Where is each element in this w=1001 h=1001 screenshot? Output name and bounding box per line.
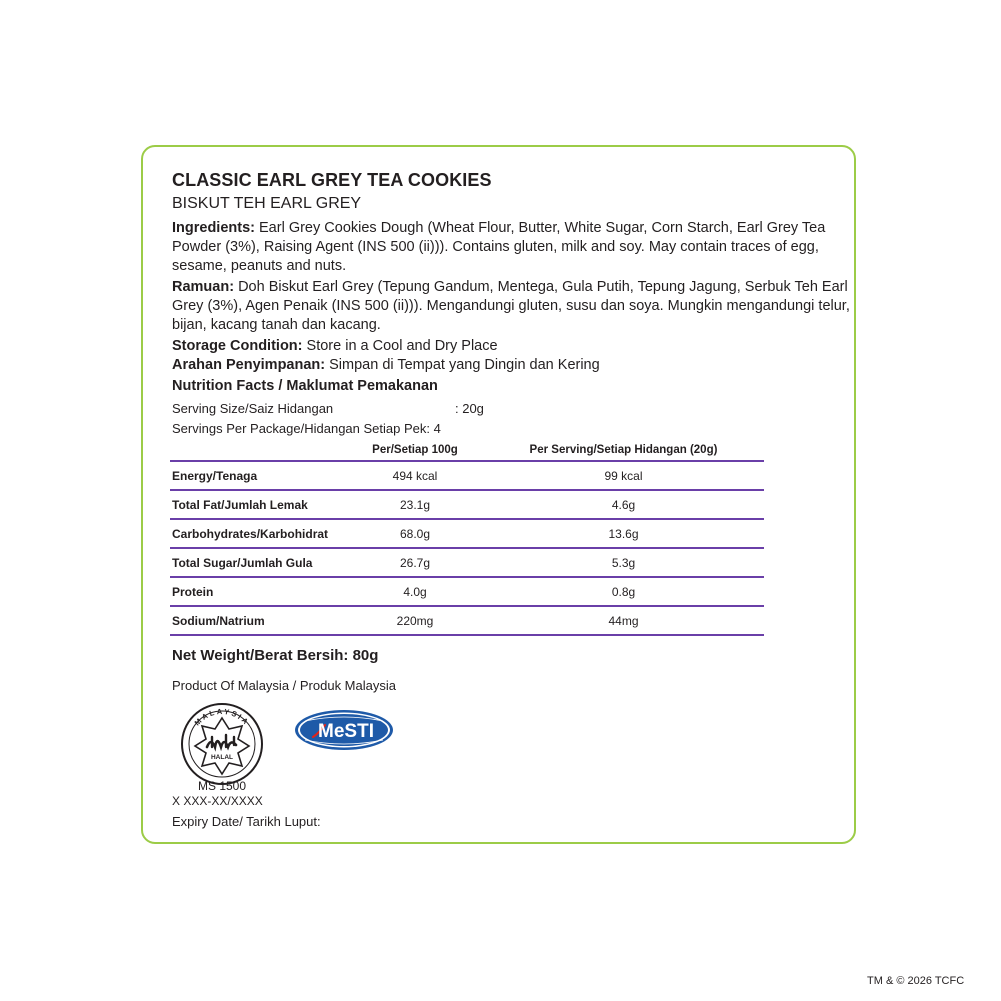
nutrient-name: Sodium/Natrium xyxy=(170,606,347,635)
halal-logo-icon xyxy=(179,701,265,787)
nutrition-title: Nutrition Facts / Maklumat Pemakanan xyxy=(172,378,438,394)
servings-per-package: Servings Per Package/Hidangan Setiap Pek: 4 xyxy=(172,421,441,436)
halal-logo-mid-text: HALAL xyxy=(210,754,234,761)
table-row xyxy=(170,606,764,635)
nutrient-serving: 99 kcal xyxy=(483,461,764,490)
nutrient-per100: 494 kcal xyxy=(347,461,483,490)
arahan-text: Simpan di Tempat yang Dingin dan Kering xyxy=(329,357,600,373)
nutrition-header-serving: Per Serving/Setiap Hidangan (20g) xyxy=(483,440,764,461)
nutrient-name: Protein xyxy=(170,577,347,606)
nutrient-per100: 220mg xyxy=(347,606,483,635)
storage-text: Store in a Cool and Dry Place xyxy=(306,338,498,354)
halal-code: X XXX-XX/XXXX xyxy=(172,794,263,808)
product-subtitle: BISKUT TEH EARL GREY xyxy=(172,195,362,212)
serving-size-label: Serving Size/Saiz Hidangan xyxy=(172,401,334,416)
nutrient-serving: 44mg xyxy=(483,606,764,635)
nutrient-name: Total Sugar/Jumlah Gula xyxy=(170,548,347,577)
table-row xyxy=(170,577,764,606)
arahan-label: Arahan Penyimpanan: xyxy=(172,357,326,373)
storage-paragraph xyxy=(172,337,852,356)
nutrient-per100: 26.7g xyxy=(347,548,483,577)
table-row xyxy=(170,461,764,490)
nutrient-serving: 13.6g xyxy=(483,519,764,548)
ramuan-paragraph xyxy=(172,278,852,335)
nutrition-header-per100: Per/Setiap 100g xyxy=(347,440,483,461)
ms-standard: MS 1500 xyxy=(197,779,247,793)
nutrient-per100: 4.0g xyxy=(347,577,483,606)
nutrition-header-row xyxy=(170,440,764,461)
nutrient-serving: 4.6g xyxy=(483,490,764,519)
product-label xyxy=(141,145,856,844)
ingredients-label: Ingredients: xyxy=(172,220,255,236)
nutrient-serving: 0.8g xyxy=(483,577,764,606)
trademark-notice: TM & © 2026 TCFC xyxy=(867,975,965,987)
nutrient-name: Energy/Tenaga xyxy=(170,461,347,490)
nutrient-per100: 68.0g xyxy=(347,519,483,548)
table-row xyxy=(170,519,764,548)
product-title: CLASSIC EARL GREY TEA COOKIES xyxy=(172,170,492,190)
nutrient-name: Total Fat/Jumlah Lemak xyxy=(170,490,347,519)
nutrient-serving: 5.3g xyxy=(483,548,764,577)
halal-logo-top-text: MALAYSIA xyxy=(192,706,252,728)
product-origin: Product Of Malaysia / Produk Malaysia xyxy=(172,678,396,693)
net-weight: Net Weight/Berat Bersih: 80g xyxy=(172,647,379,664)
table-row xyxy=(170,490,764,519)
nutrient-name: Carbohydrates/Karbohidrat xyxy=(170,519,347,548)
ramuan-label: Ramuan: xyxy=(172,279,235,295)
expiry-date-label: Expiry Date/ Tarikh Luput: xyxy=(172,814,321,829)
ingredients-text: Earl Grey Cookies Dough (Wheat Flour, Butter, White Sugar, Corn Starch, Earl Grey Tea Powder (3%), Raising Agent (INS 500 (ii))). Contains gluten, milk and soy. May contain traces of egg, sesame, peanuts and nuts. xyxy=(172,220,826,274)
ramuan-text: Doh Biskut Earl Grey (Tepung Gandum, Mentega, Gula Putih, Tepung Jagung, Serbuk Teh Earl Grey (3%), Agen Penaik (INS 500 (ii))). Mengandungi gluten, susu dan soya. Mungkin mengandungi telur, bijan, kacang tanah dan kacang. xyxy=(172,279,850,333)
serving-size-value: : 20g xyxy=(455,401,484,416)
nutrition-header-empty xyxy=(170,440,347,461)
storage-label: Storage Condition: xyxy=(172,338,303,354)
table-row xyxy=(170,548,764,577)
nutrition-table xyxy=(170,440,764,636)
mesti-logo-icon xyxy=(293,707,395,753)
mesti-logo-text: MeSTI xyxy=(318,721,374,742)
nutrient-per100: 23.1g xyxy=(347,490,483,519)
ingredients-paragraph xyxy=(172,219,852,276)
arahan-paragraph xyxy=(172,356,852,375)
